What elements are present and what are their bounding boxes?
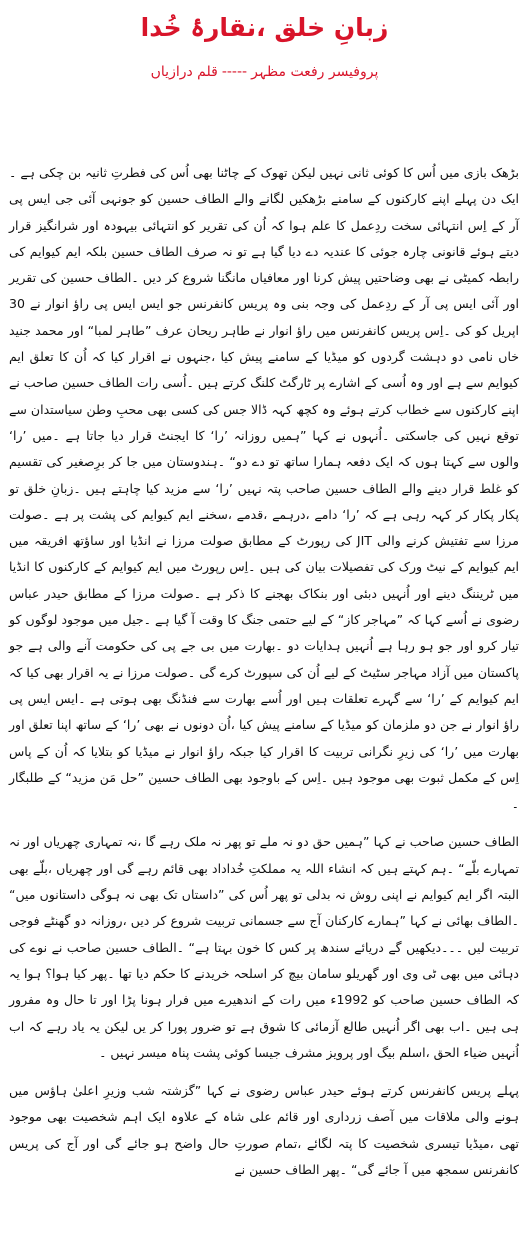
byline [0,60,529,84]
article-paragraph: الطاف حسین صاحب نے کہا ”ہمیں حق دو نہ ملے تو پھر نہ ملک رہے گا ،نہ تمہاری چھریاں اور نہ تمہارے بلّے“ ۔ہم کہتے ہیں کہ انشاء اللہ یہ مملکتِ خُداداد بھی قائم رہے گی اور چھریاں ،بلّے بھی البتہ اگر ایم کیوایم نے اپنی روش نہ بدلی تو پھر اُس کی ”داستاں تک بھی نہ ہوگی داستانوں میں“ ۔الطاف بھائی نے کہا ”ہمارے کارکنان آج سے جسمانی تربیت شروع کر دیں ،روزانہ دو گھنٹے فوجی تربیت لیں ۔۔۔دیکھیں گے دریائے سندھ پر کس کا خون بہتا ہے“ ۔الطاف حسین صاحب نے نوے کی دہائی میں بھی ٹی وی اور گھریلو سامان بیچ کر اسلحہ خریدنے کا حکم دیا تھا ۔پھر کیا ہوا؟ ہوا یہ کہ الطاف حسین صاحب کو 1992ء میں رات کے اندھیرے میں فرار ہونا پڑا اور تا حال وہ مفرور ہی ہیں ۔اب بھی اگر اُنہیں طالع آزمائی کا شوق ہے تو ضرور پورا کر یں لیکن یہ یاد رہے کہ اب اُنہیں ضیاء الحق ،اسلم بیگ اور پرویز مشرف جیسا کوئی پشت پناہ میسر نہیں ۔ [9,834,520,1060]
article-title: زبانِ خلق ،نقارۂ خُدا [140,13,389,42]
column-name: قلم درازیاں [150,64,218,80]
article-paragraph: پہلے پریس کانفرنس کرتے ہوئے حیدر عباس رضوی نے کہا ”گزشتہ شب وزیرِ اعلیٰ ہاؤس میں ہونے والی ملاقات میں آصف زرداری اور قائم علی شاہ کے علاوہ ایک اہم شخصیت بھی موجود تھی ،میڈیا تیسری شخصیت کا پتہ لگائے ،تمام صورتِ حال واضح ہو جائے گی اور آج کی پریس کانفرنس سمجھ میں آ جائے گی“ ۔پھر الطاف حسین نے [9,1083,519,1177]
byline-separator: ----- [221,64,248,80]
author-name: پروفیسر رفعت مظہر [251,64,379,80]
article-body [9,160,519,1183]
article-paragraph: بڑھک بازی میں اُس کا کوئی ثانی نہیں لیکن تھوک کے چاٹنا بھی اُس کی فطرتِ ثانیہ بن چکی ہے ۔ایک دن پہلے اپنے کارکنوں کے سامنے بڑھکیں لگانے والے الطاف حسین کو جونہی آئی جی ایس پی آر کے اِس انتہائی سخت ردِعمل کا علم ہوا کہ اُن کی تقریر کو انتہائی بیہودہ اور شرانگیز قرار دیتے ہوئے قانونی چارہ جوئی کا عندیہ دے دیا گیا ہے تو نہ صرف الطاف حسین بلکہ ایم کیوایم کی رابطہ کمیٹی نے بھی وضاحتیں پیش کرنا اور معافیاں مانگنا شروع کر دیں ۔الطاف حسین کی تقریر اور آئی ایس پی آر کے ردِعمل کی وجہ بنی وہ پریس کانفرنس جو ایس ایس پی راؤ انوار نے 30 اپریل کو کی ۔اِس پریس کانفرنس میں راؤ انوار نے طاہر ریحان عرف ”طاہر لمبا“ اور محمد جنید خاں نامی دو دہشت گردوں کو میڈیا کے سامنے پیش کیا ،جنہوں نے اقرار کیا کہ اُن کا تعلق ایم کیوایم سے ہے اور وہ اُسی کے اشارے پر ٹارگٹ کلنگ کرتے ہیں ۔اُسی رات الطاف حسین صاحب نے اپنے کارکنوں سے خطاب کرتے ہوئے وہ کچھ کہہ ڈالا جس کی کسی بھی محبِ وطن سیاستدان سے توقع نہیں کی جاسکتی ۔اُنہوں نے کہا ”ہمیں روزانہ ’را‘ کا ایجنٹ قرار دیا جاتا ہے ۔میں ’را‘ والوں سے کہتا ہوں کہ ایک دفعہ ہمارا ساتھ تو دے دو“ ۔ہندوستان میں جا کر برِصغیر کی تقسیم کو غلط قرار دینے والے الطاف حسین صاحب پتہ نہیں ’را‘ سے مزید کیا چاہتے ہیں ۔زبانِ خلق تو پکار پکار کر کہہ رہی ہے کہ ’را‘ دامے ،درہمے ،قدمے ،سخنے ایم کیوایم کی پشت پر ہے ۔صولت مرزا سے تفتیش کرنے والی JIT کی رپورٹ کے مطابق صولت مرزا نے انڈیا اور ساؤتھ افریقہ میں ایم کیوایم کے نیٹ ورک کی تفصیلات بیان کی ہیں ۔اِس رپورٹ میں ایم کیوایم کے کارکنوں کا انڈیا میں ٹریننگ دینے اور اُنہیں دبئی اور بنکاک بھجنے کا ذکر ہے ۔صولت مرزا کے مطابق حیدر عباس رضوی نے اُسے کہا کہ ”مہاجر کاز“ کے لیے حتمی جنگ کا وقت آ گیا ہے ۔جیل میں موجود لوگوں کو تیار کرو اور جو ہو رہا ہے اُنہیں ہدایات دو ۔بھارت میں بی جے پی کی حکومت آنے والی ہے جو پاکستان میں آزاد مہاجر سٹیٹ کے لیے اُن کی سپورٹ کرے گی ۔صولت مرزا نے یہ اقرار بھی کیا کہ ایم کیوایم کے ’را‘ سے گہرے تعلقات ہیں اور اُسے بھارت سے فنڈنگ بھی ہوتی ہے ۔ایس ایس پی راؤ انوار نے جن دو ملزمان کو میڈیا کے سامنے پیش کیا ،اُن دونوں نے بھی ’را‘ کے ساتھ اپنا تعلق اور بھارت میں ’را‘ کی زیرِ نگرانی تربیت کا اقرار کیا جبکہ راؤ انوار نے میڈیا کو بتلایا کہ اُن کے پاس اِس کے مکمل ثبوت بھی موجود ہیں ۔اِس کے باوجود بھی الطاف حسین ”حل مَن مزید“ کے طلبگار ۔ [9,165,519,812]
